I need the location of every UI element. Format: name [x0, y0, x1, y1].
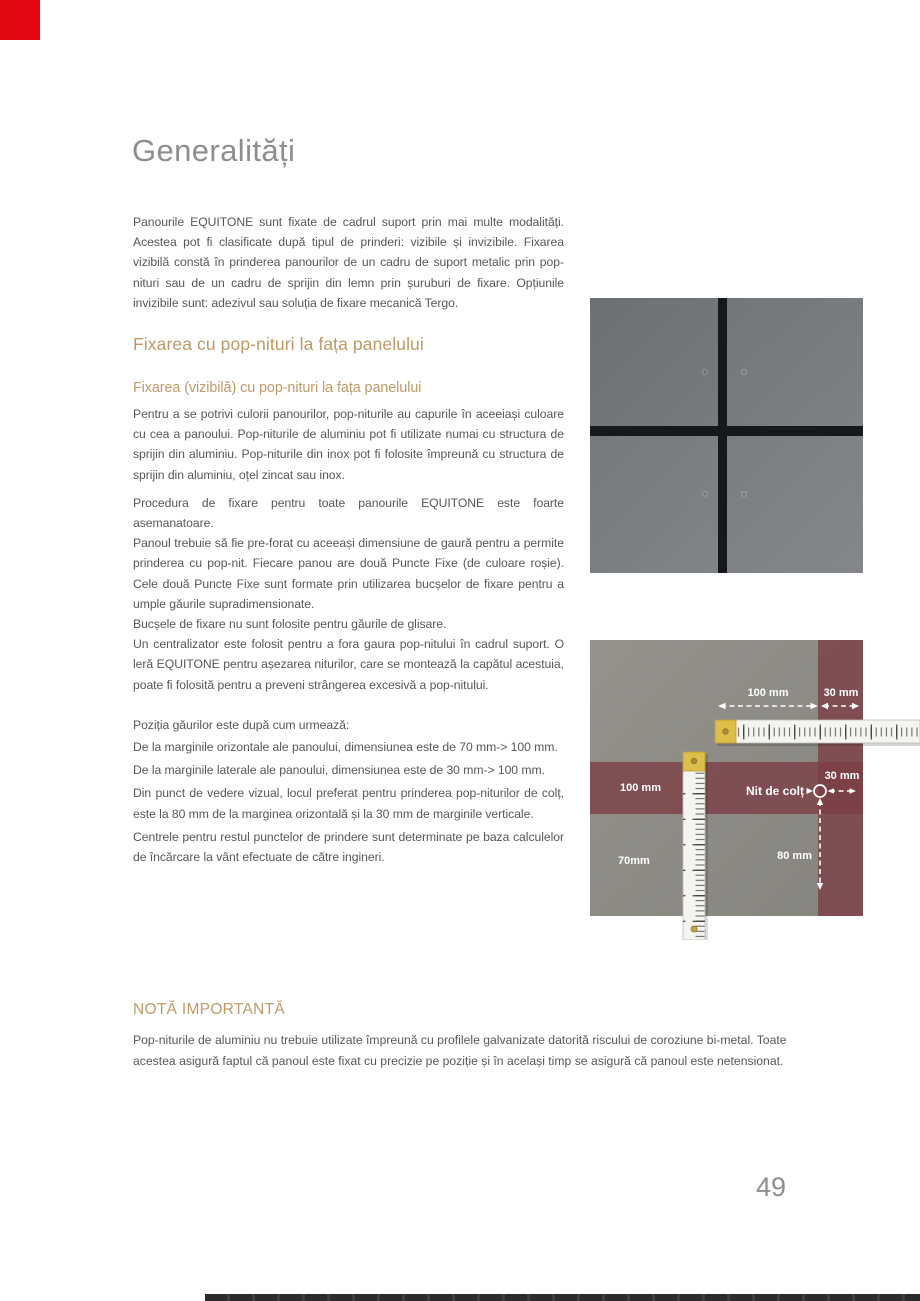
panel-joint-photo	[590, 298, 863, 573]
body-paragraph: Pentru a se potrivi culorii panourilor, pop-niturile au capurile în aceeiași culoare cu cea a panoului. Pop-niturile de aluminiu pot fi utilizate numai cu structura de sprijin din aluminiu. Pop-niturile din inox pot fi folosite împreună cu structura de sprijin din aluminiu, oțel zincat sau inox.	[133, 407, 564, 482]
panel-bottom-left	[590, 436, 718, 573]
brand-logo-square	[0, 0, 40, 40]
horizontal-ruler	[715, 720, 920, 746]
vertical-ruler	[683, 752, 708, 940]
corner-rivet-diagram	[590, 640, 920, 940]
section-heading: Fixarea cu pop-nituri la fața panelului	[133, 334, 424, 355]
note-text: Pop-niturile de aluminiu nu trebuie utilizate împreună cu profilele galvanizate datorită riscului de coroziune bi-metal. Toate acestea asigură faptul că panoul este fixat cu precizie pe poziție și în același timp se asigură că panoul este netensionat.	[133, 1033, 787, 1069]
page-number: 49	[755, 1172, 786, 1202]
note-heading: NOTĂ IMPORTANTĂ	[133, 1001, 286, 1018]
panel-top-left	[590, 298, 718, 426]
dim-label-100mm-band: 100 mm	[620, 782, 661, 794]
body-paragraph: Din punct de vedere vizual, locul preferat pentru prinderea pop-niturilor de colț, este la 80 mm de la marginea orizontală și la 30 mm de marginile verticale.	[133, 786, 564, 821]
body-paragraph: Un centralizator este folosit pentru a fora gaura pop-nitului în cadrul suport. O leră EQUITONE pentru așezarea niturilor, care se montează la capătul acestuia, poate fi folosită pentru a preveni strângerea excesivă a pop-nitului.	[133, 637, 564, 692]
subsection-heading: Fixarea (vizibilă) cu pop-nituri la fața panelului	[133, 380, 422, 397]
dim-label-100mm-top: 100 mm	[747, 687, 789, 699]
dim-label-30mm-top: 30 mm	[823, 687, 859, 699]
important-note	[133, 1001, 791, 1072]
corner-rivet-label: Nit de colț	[745, 784, 804, 798]
dim-label-70mm: 70mm	[618, 855, 650, 867]
page-title: Generalități	[132, 133, 296, 168]
panel-bottom-right	[727, 436, 863, 573]
intro-paragraph: Panourile EQUITONE sunt fixate de cadrul suport prin mai multe modalități. Acestea pot fi clasificate după tipul de prinderi: vizibile și invizibile. Fixarea vizibilă constă în prinderea panourilor de un cadru de suport metalic prin pop-nituri sau de un cadru de sprijin din lemn prin șuruburi de fixare. Opțiunile invizibile sunt: adezivul sau soluția de fixare mecanică Tergo.	[133, 215, 564, 310]
dim-label-30mm-rivet: 30 mm	[824, 770, 860, 782]
body-paragraph: Centrele pentru restul punctelor de prindere sunt determinate pe baza calculelor de încărcare la vânt efectuate de către ingineri.	[133, 829, 564, 865]
body-paragraph: Poziția găurilor este după cum urmează:	[133, 717, 350, 732]
body-paragraph: Bucșele de fixare nu sunt folosite pentru găurile de glisare.	[133, 617, 447, 632]
body-paragraph: Panoul trebuie să fie pre-forat cu aceeași dimensiune de gaură pentru a permite prinderea cu pop-nit. Fiecare panou are două Puncte Fixe (de culoare roșie). Cele două Puncte Fixe sunt formate prin utilizarea bucșelor de fixare pentru a umple găurile supradimensionate.	[133, 536, 564, 611]
bottom-edge-strip	[205, 1294, 920, 1301]
body-paragraph: Procedura de fixare pentru toate panourile EQUITONE este foarte asemanatoare.	[133, 495, 564, 531]
main-text-column	[133, 212, 564, 867]
panel-top-right	[727, 298, 863, 426]
body-paragraph: De la marginile orizontale ale panoului, dimensiunea este de 70 mm-> 100 mm.	[133, 740, 558, 755]
dim-label-80mm: 80 mm	[777, 850, 812, 862]
body-paragraph: De la marginile laterale ale panoului, dimensiunea este de 30 mm-> 100 mm.	[133, 763, 545, 778]
